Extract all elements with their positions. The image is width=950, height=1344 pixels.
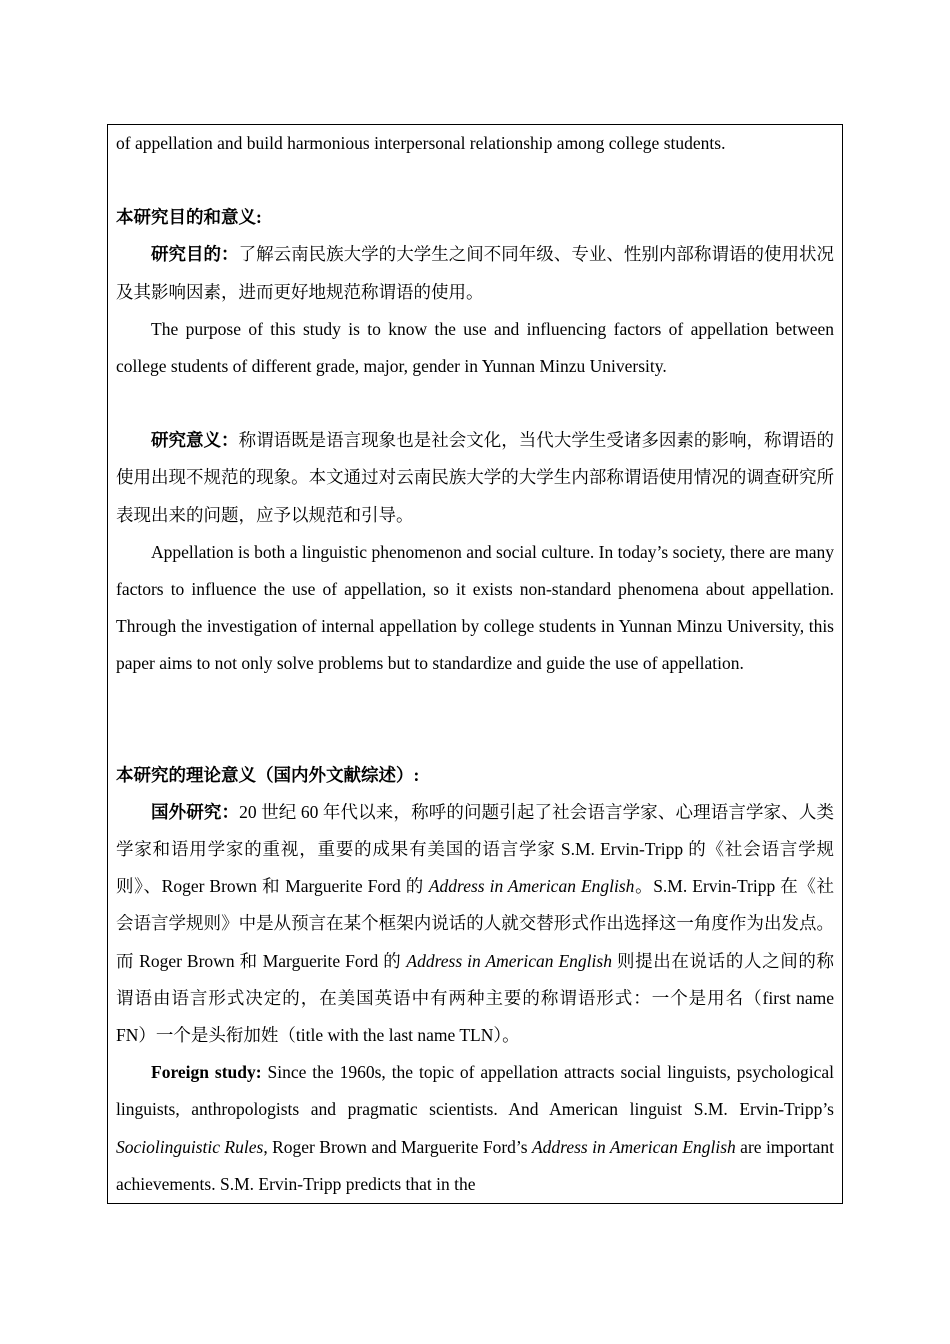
document-body xyxy=(116,125,834,1203)
paragraph-purpose-en: The purpose of this study is to know the use and influencing factors of appellation between college students of different grade, major, gender in Yunnan Minzu University. xyxy=(116,318,834,377)
foreign-cn-text-2: 。S.M. Ervin-Tripp 在《社会语言学规则》中是从预言在某个框架内说话的人就交替形式作出选择这一角度作为出发点。而 Roger Brown 和 Marguerite Ford 的 xyxy=(116,876,834,971)
paragraph-significance-cn xyxy=(116,422,834,534)
foreign-cn-title-2: Address in American English xyxy=(406,950,612,971)
paragraph-foreign-cn xyxy=(116,794,834,1054)
paragraph-significance-en: Appellation is both a linguistic phenomenon and social culture. In today’s society, there are many factors to influence the use of appellation, so it exists non-standard phenomena about appellation. Through the investigation of internal appellation by college students in Yunnan Minzu University, this paper aims to not only solve problems but to standardize and guide the use of appellation. xyxy=(116,541,834,674)
foreign-cn-text-1: 20 世纪 60 年代以来，称呼的问题引起了社会语言学家、心理语言学家、人类学家和语用学家的重视，重要的成果有美国的语言学家 S.M. Ervin-Tripp 的《社会语言学规则》、Roger Brown 和 Marguerite Ford 的 xyxy=(116,801,835,897)
spacer xyxy=(116,385,834,422)
paragraph-continuation: of appellation and build harmonious interpersonal relationship among college students. xyxy=(116,133,726,153)
spacer xyxy=(116,683,834,757)
foreign-en-text-3: are important achievements. S.M. Ervin-Tripp predicts that in the xyxy=(116,1136,834,1194)
foreign-cn-label: 国外研究： xyxy=(151,801,240,822)
section-heading-theory: 本研究的理论意义（国内外文献综述）: xyxy=(116,764,420,785)
purpose-label: 研究目的： xyxy=(151,244,239,265)
foreign-cn-title-1: Address in American English xyxy=(428,876,635,897)
foreign-en-label: Foreign study: xyxy=(151,1062,262,1083)
foreign-en-title-2: Address in American English xyxy=(531,1136,736,1157)
foreign-cn-text-3: 则提出在说话的人之间的称谓语由语言形式决定的，在美国英语中有两种主要的称谓语形式：一个是用名（first name FN）一个是头衔加姓（title with the last name TLN）。 xyxy=(116,950,835,1046)
purpose-text: 了解云南民族大学的大学生之间不同年级、专业、性别内部称谓语的使用状况及其影响因素，进而更好地规范称谓语的使用。 xyxy=(116,244,835,302)
spacer xyxy=(116,162,834,199)
paragraph-foreign-en xyxy=(116,1054,834,1203)
document-frame xyxy=(107,124,843,1204)
foreign-en-text-1: Since the 1960s, the topic of appellation attracts social linguists, psychological linguists, anthropologists and pragmatic scientists. And American linguist S.M. Ervin-Tripp’s xyxy=(116,1062,835,1120)
paragraph-purpose-cn xyxy=(116,236,834,310)
significance-text: 称谓语既是语言现象也是社会文化，当代大学生受诸多因素的影响，称谓语的使用出现不规范的现象。本文通过对云南民族大学的大学生内部称谓语使用情况的调查研究所表现出来的问题，应予以规范和引导。 xyxy=(116,430,835,525)
section-heading-purpose: 本研究目的和意义: xyxy=(116,207,262,228)
significance-label: 研究意义： xyxy=(151,430,239,451)
foreign-en-text-2: , Roger Brown and Marguerite Ford’s xyxy=(263,1136,532,1157)
foreign-en-title-1: Sociolinguistic Rules xyxy=(116,1136,264,1157)
